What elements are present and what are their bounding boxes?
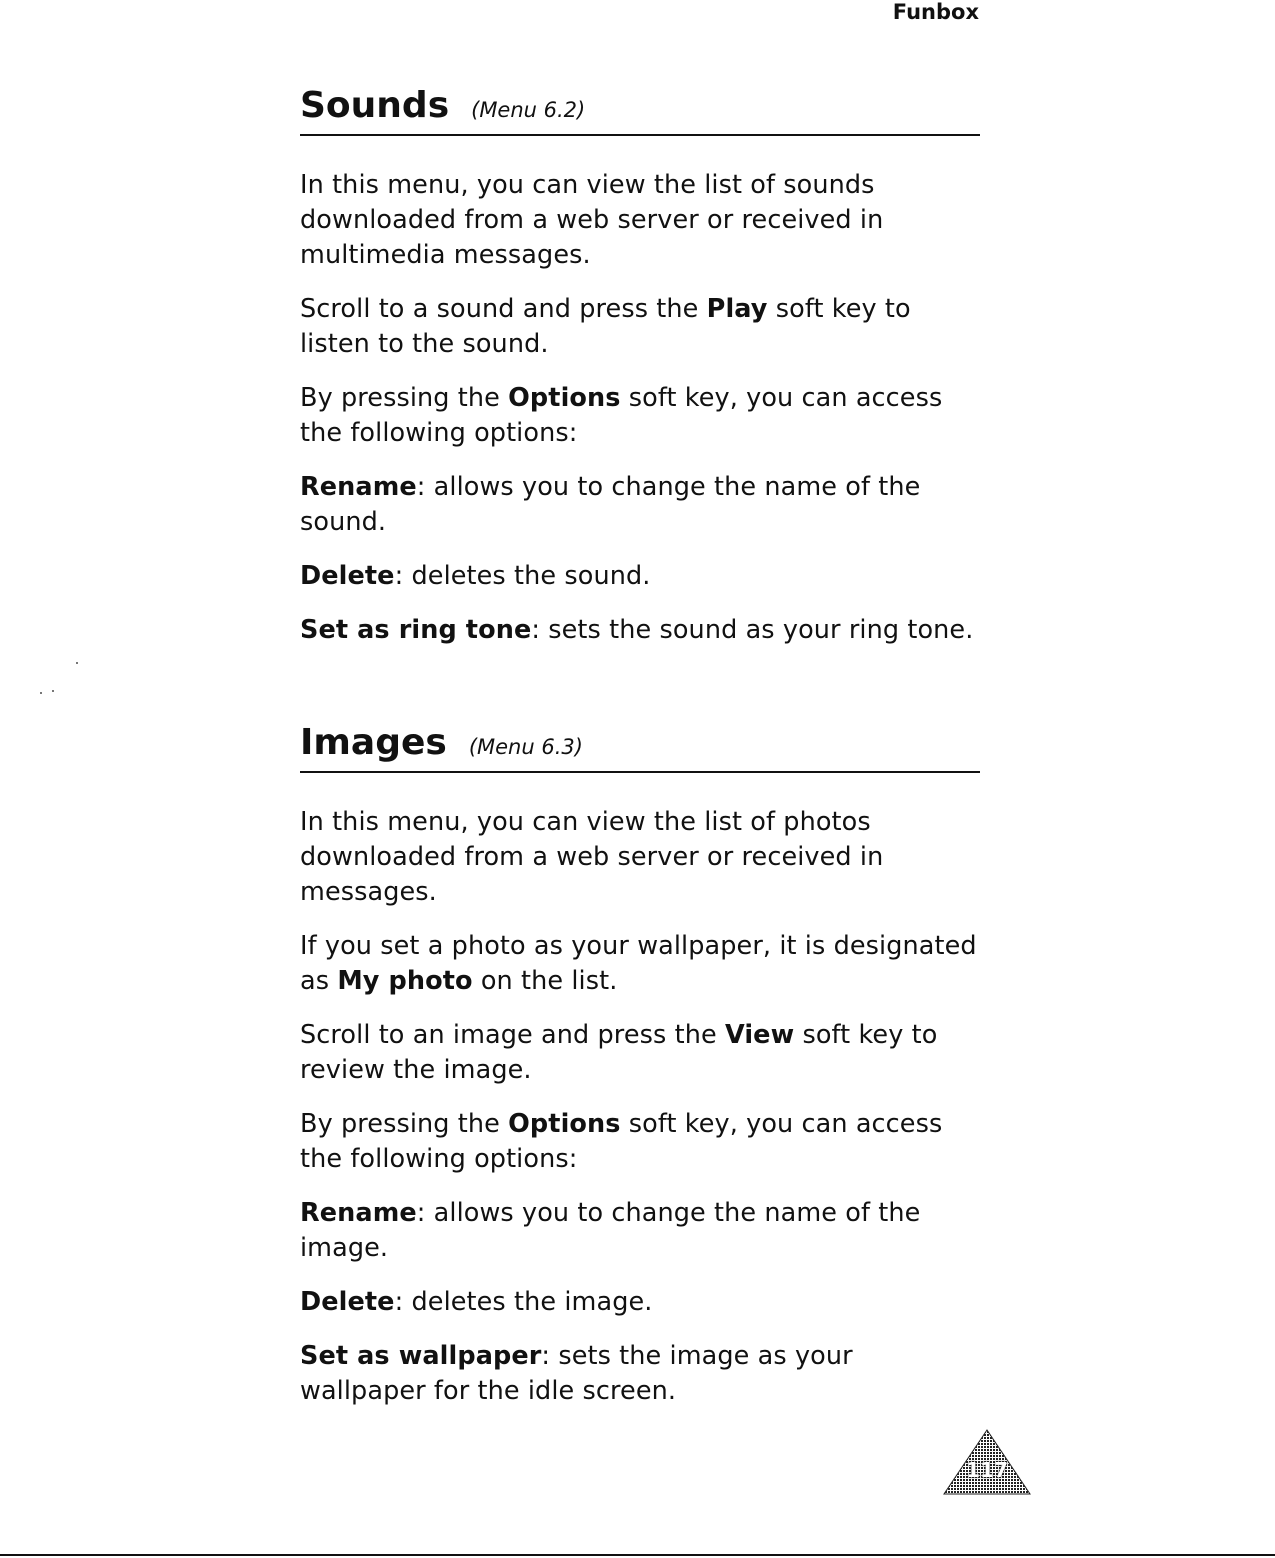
section-images	[300, 721, 980, 1428]
paragraph-text: soft key to listen to the sound.	[300, 294, 911, 359]
bold-term: Rename	[300, 1198, 417, 1228]
bold-term: Options	[508, 1109, 621, 1139]
paragraph-text: soft key, you can access the following options:	[300, 383, 943, 448]
body-paragraph	[300, 470, 980, 540]
paragraph-text: Scroll to a sound and press the	[300, 294, 707, 324]
bold-term: Play	[706, 294, 768, 324]
section-title: Images	[300, 722, 447, 763]
bold-term: Set as wallpaper	[300, 1341, 542, 1371]
body-paragraph	[300, 1018, 980, 1088]
bold-term: Delete	[300, 561, 395, 591]
body-paragraph	[300, 929, 980, 999]
paragraph-text: : deletes the sound.	[394, 561, 651, 591]
bold-term: Options	[508, 383, 621, 413]
page-bottom-rule	[0, 1554, 1275, 1556]
bold-term: Set as ring tone	[300, 615, 532, 645]
page-number-badge	[942, 1428, 1032, 1498]
body-paragraph	[300, 168, 980, 273]
section-heading	[300, 721, 980, 773]
paragraph-text: : deletes the image.	[394, 1287, 653, 1317]
body-paragraph	[300, 613, 980, 648]
section-body	[300, 168, 980, 648]
body-paragraph	[300, 1285, 980, 1320]
paragraph-text: : allows you to change the name of the sound.	[300, 472, 921, 537]
body-paragraph	[300, 805, 980, 910]
paragraph-text: By pressing the	[300, 383, 509, 413]
scan-speck	[40, 692, 42, 694]
paragraph-text: : sets the sound as your ring tone.	[531, 615, 974, 645]
paragraph-text: : sets the image as your wallpaper for the idle screen.	[300, 1341, 853, 1406]
paragraph-text: In this menu, you can view the list of photos downloaded from a web server or received in messages.	[300, 807, 884, 907]
section-title: Sounds	[300, 85, 450, 126]
body-paragraph	[300, 292, 980, 362]
section-menu-reference: (Menu 6.2)	[471, 98, 586, 122]
paragraph-text: soft key, you can access the following options:	[300, 1109, 943, 1174]
paragraph-text: on the list.	[472, 966, 618, 996]
paragraph-text: If you set a photo as your wallpaper, it is designated as	[300, 931, 977, 996]
page-number: 117	[966, 1458, 1008, 1482]
paragraph-text: Scroll to an image and press the	[300, 1020, 725, 1050]
body-paragraph	[300, 1196, 980, 1266]
scan-speck	[76, 662, 78, 664]
bold-term: Delete	[300, 1287, 395, 1317]
running-header-title: Funbox	[892, 0, 979, 24]
body-paragraph	[300, 381, 980, 451]
section-sounds	[300, 84, 980, 667]
body-paragraph	[300, 1107, 980, 1177]
paragraph-text: In this menu, you can view the list of sounds downloaded from a web server or received in multimedia messages.	[300, 170, 884, 270]
bold-term: My photo	[337, 966, 473, 996]
section-heading	[300, 84, 980, 136]
section-body	[300, 805, 980, 1409]
bold-term: View	[724, 1020, 795, 1050]
paragraph-text: : allows you to change the name of the image.	[300, 1198, 921, 1263]
paragraph-text: soft key to review the image.	[300, 1020, 938, 1085]
body-paragraph	[300, 559, 980, 594]
body-paragraph	[300, 1339, 980, 1409]
bold-term: Rename	[300, 472, 417, 502]
scan-speck	[52, 690, 54, 692]
section-menu-reference: (Menu 6.3)	[468, 735, 583, 759]
paragraph-text: By pressing the	[300, 1109, 509, 1139]
